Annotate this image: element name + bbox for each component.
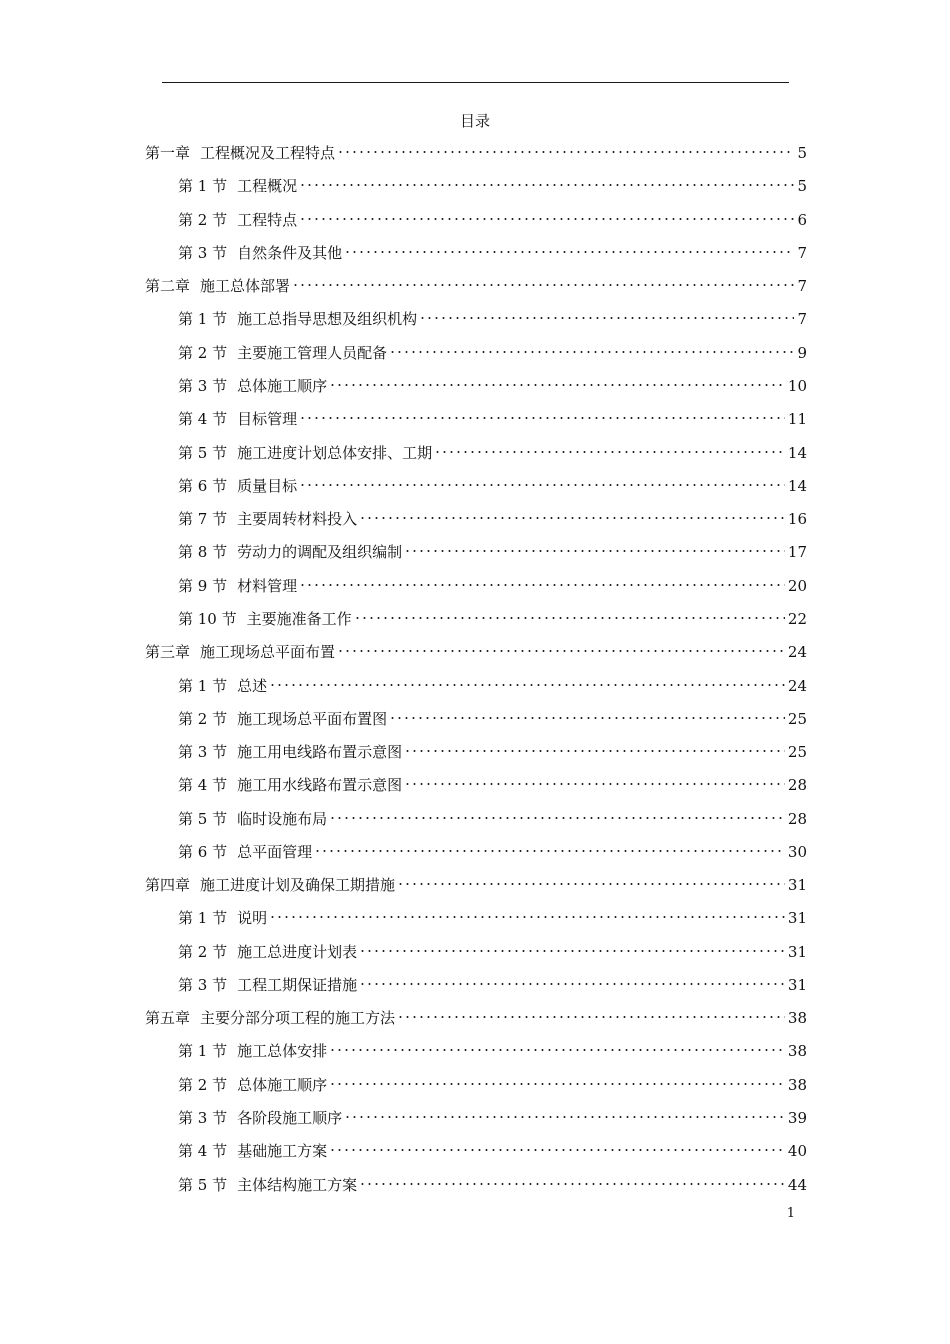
dot-leader (344, 234, 794, 258)
toc-entry[interactable] (178, 700, 807, 728)
toc-entry-number: 第 2 节 (178, 710, 228, 728)
toc-entry[interactable] (145, 134, 807, 162)
toc-entry-title: 目标管理 (237, 410, 298, 428)
toc-entry[interactable] (178, 167, 807, 195)
toc-entry[interactable] (145, 866, 807, 894)
toc-entry-number: 第 5 节 (178, 444, 228, 462)
toc-entry-title: 总述 (237, 677, 268, 695)
toc-entry-page: 31 (787, 876, 807, 894)
toc-entry-number: 第 2 节 (178, 211, 228, 229)
dot-leader (337, 633, 785, 657)
dot-leader (269, 899, 785, 923)
toc-entry-page: 38 (787, 1042, 807, 1060)
dot-leader (344, 1099, 785, 1123)
toc-entry[interactable] (178, 1166, 807, 1194)
toc-entry-title: 总体施工顺序 (237, 1076, 328, 1094)
toc-entry-page: 16 (787, 510, 807, 528)
toc-entry[interactable] (178, 800, 807, 828)
toc-entry-title: 质量目标 (237, 477, 298, 495)
dot-leader (434, 434, 785, 458)
dot-leader (404, 733, 785, 757)
toc-entry[interactable] (178, 1099, 807, 1127)
toc-entry[interactable] (178, 667, 807, 695)
page-number: 1 (786, 1206, 795, 1221)
toc-entry-title: 主体结构施工方案 (237, 1176, 358, 1194)
toc-entry-title: 主要施工管理人员配备 (237, 344, 388, 362)
toc-entry[interactable] (178, 400, 807, 428)
toc-entry-title: 工程工期保证措施 (237, 976, 358, 994)
dot-leader (404, 533, 785, 557)
toc-entry-page: 31 (787, 909, 807, 927)
dot-leader (299, 400, 785, 424)
toc-entry-title: 施工现场总平面布置 (200, 643, 336, 661)
dot-leader (329, 1132, 785, 1156)
dot-leader (397, 999, 785, 1023)
toc-entry-number: 第 5 节 (178, 1176, 228, 1194)
toc-entry[interactable] (178, 733, 807, 761)
toc-entry-page: 39 (787, 1109, 807, 1127)
toc-entry-number: 第 1 节 (178, 677, 228, 695)
toc-entry-number: 第一章 (145, 144, 191, 162)
toc-entry-title: 主要分部分项工程的施工方法 (200, 1009, 396, 1027)
toc-entry-title: 工程概况及工程特点 (200, 144, 336, 162)
dot-leader (299, 201, 794, 225)
toc-entry-title: 总体施工顺序 (237, 377, 328, 395)
toc-entry-number: 第 3 节 (178, 244, 228, 262)
toc-entry[interactable] (178, 434, 807, 462)
toc-entry-page: 17 (787, 543, 807, 561)
toc-entry-page: 31 (787, 976, 807, 994)
toc-entry[interactable] (178, 899, 807, 927)
toc-entry-page: 7 (797, 310, 807, 328)
toc-entry[interactable] (178, 1066, 807, 1094)
toc-entry[interactable] (145, 633, 807, 661)
dot-leader (389, 334, 794, 358)
dot-leader (359, 933, 785, 957)
toc-entry-page: 7 (797, 277, 807, 295)
toc-entry-number: 第 1 节 (178, 177, 228, 195)
toc-entry[interactable] (178, 966, 807, 994)
toc-entry-number: 第 4 节 (178, 410, 228, 428)
toc-entry-number: 第 8 节 (178, 543, 228, 561)
toc-entry-page: 44 (787, 1176, 807, 1194)
toc-entry[interactable] (178, 1032, 807, 1060)
toc-entry-title: 施工总进度计划表 (237, 943, 358, 961)
dot-leader (329, 1066, 785, 1090)
toc-entry-title: 施工总体安排 (237, 1042, 328, 1060)
toc-entry-page: 10 (787, 377, 807, 395)
toc-entry-page: 20 (787, 577, 807, 595)
dot-leader (314, 833, 785, 857)
toc-entry[interactable] (178, 201, 807, 229)
toc-entry-number: 第 3 节 (178, 377, 228, 395)
toc-entry-page: 25 (787, 743, 807, 761)
toc-entry[interactable] (178, 833, 807, 861)
toc-entry[interactable] (178, 600, 807, 628)
toc-entry-title: 临时设施布局 (237, 810, 328, 828)
toc-entry[interactable] (178, 234, 807, 262)
toc-entry-number: 第 4 节 (178, 776, 228, 794)
dot-leader (389, 700, 785, 724)
toc-entry-page: 38 (787, 1009, 807, 1027)
toc-entry[interactable] (178, 300, 807, 328)
dot-leader (299, 467, 785, 491)
toc-entry-number: 第 3 节 (178, 1109, 228, 1127)
toc-entry[interactable] (178, 334, 807, 362)
toc-entry-title: 施工总体部署 (200, 277, 291, 295)
toc-entry-title: 施工用电线路布置示意图 (237, 743, 403, 761)
toc-entry-page: 5 (797, 144, 807, 162)
toc-entry-number: 第 2 节 (178, 344, 228, 362)
toc-entry-number: 第 9 节 (178, 577, 228, 595)
toc-entry-page: 6 (797, 211, 807, 229)
dot-leader (329, 800, 785, 824)
toc-entry-number: 第 6 节 (178, 843, 228, 861)
toc-entry-number: 第 1 节 (178, 909, 228, 927)
toc-entry-title: 工程概况 (237, 177, 298, 195)
dot-leader (354, 600, 785, 624)
toc-entry-page: 38 (787, 1076, 807, 1094)
toc-entry-number: 第二章 (145, 277, 191, 295)
toc-entry[interactable] (178, 933, 807, 961)
toc-entry-title: 施工现场总平面布置图 (237, 710, 388, 728)
toc-entry-title: 材料管理 (237, 577, 298, 595)
toc-entry[interactable] (178, 367, 807, 395)
toc-entry-page: 22 (787, 610, 807, 628)
toc-entry[interactable] (178, 500, 807, 528)
toc-entry-page: 28 (787, 776, 807, 794)
header-rule (162, 82, 789, 83)
toc-entry-page: 11 (787, 410, 807, 428)
toc-entry[interactable] (178, 1132, 807, 1160)
dot-leader (359, 1166, 785, 1190)
toc-entry-title: 各阶段施工顺序 (237, 1109, 343, 1127)
toc-entry[interactable] (178, 766, 807, 794)
toc-entry[interactable] (145, 999, 807, 1027)
toc-entry-number: 第 5 节 (178, 810, 228, 828)
toc-entry[interactable] (145, 267, 807, 295)
toc-entry-title: 说明 (237, 909, 268, 927)
toc-entry-page: 14 (787, 477, 807, 495)
dot-leader (397, 866, 785, 890)
toc-entry-number: 第四章 (145, 876, 191, 894)
toc-entry-title: 自然条件及其他 (237, 244, 343, 262)
toc-entry-page: 14 (787, 444, 807, 462)
dot-leader (299, 567, 785, 591)
toc-entry-number: 第 1 节 (178, 310, 228, 328)
toc-entry-title: 主要施准备工作 (246, 610, 352, 628)
toc-entry-number: 第 1 节 (178, 1042, 228, 1060)
toc-entry-number: 第 3 节 (178, 976, 228, 994)
toc-entry-page: 7 (797, 244, 807, 262)
toc-entry-number: 第 3 节 (178, 743, 228, 761)
toc-entry-page: 30 (787, 843, 807, 861)
toc-entry-number: 第 6 节 (178, 477, 228, 495)
toc-entry-page: 24 (787, 643, 807, 661)
toc-entry-number: 第 2 节 (178, 1076, 228, 1094)
toc-entry-title: 主要周转材料投入 (237, 510, 358, 528)
toc-entry-title: 施工总指导思想及组织机构 (237, 310, 418, 328)
toc-entry-page: 28 (787, 810, 807, 828)
toc-entry[interactable] (178, 467, 807, 495)
toc-entry-title: 工程特点 (237, 211, 298, 229)
dot-leader (299, 167, 794, 191)
toc-entry-number: 第 7 节 (178, 510, 228, 528)
dot-leader (337, 134, 794, 158)
toc-entry-title: 施工进度计划及确保工期措施 (200, 876, 396, 894)
dot-leader (419, 300, 794, 324)
toc-entry-title: 施工用水线路布置示意图 (237, 776, 403, 794)
toc-entry-page: 5 (797, 177, 807, 195)
dot-leader (359, 966, 785, 990)
dot-leader (292, 267, 794, 291)
toc-entry-page: 40 (787, 1142, 807, 1160)
dot-leader (269, 667, 785, 691)
toc-entry-title: 基础施工方案 (237, 1142, 328, 1160)
toc-entry-number: 第三章 (145, 643, 191, 661)
toc-entry-number: 第 4 节 (178, 1142, 228, 1160)
toc-entry-title: 劳动力的调配及组织编制 (237, 543, 403, 561)
toc-entry[interactable] (178, 567, 807, 595)
toc-entry-page: 9 (797, 344, 807, 362)
toc-entry-title: 施工进度计划总体安排、工期 (237, 444, 433, 462)
toc-entry-page: 31 (787, 943, 807, 961)
dot-leader (404, 766, 785, 790)
toc-title: 目录 (459, 112, 490, 130)
toc-entry-number: 第 10 节 (178, 610, 237, 628)
toc-entry-number: 第 2 节 (178, 943, 228, 961)
dot-leader (329, 367, 785, 391)
toc-entry-page: 25 (787, 710, 807, 728)
toc-entry-title: 总平面管理 (237, 843, 313, 861)
dot-leader (359, 500, 785, 524)
dot-leader (329, 1032, 785, 1056)
toc-entry[interactable] (178, 533, 807, 561)
toc-entry-number: 第五章 (145, 1009, 191, 1027)
toc-entry-page: 24 (787, 677, 807, 695)
